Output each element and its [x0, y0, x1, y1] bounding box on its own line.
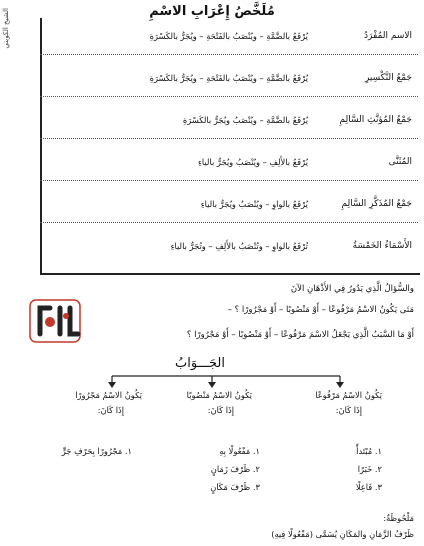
list-item: ١. مَفْعُولًا بِهِ [219, 446, 260, 456]
list-item: ٢. خَبَرًا [357, 464, 382, 474]
list-item: ١. مُبْتَدأً [356, 446, 382, 456]
noun-type: المُثَنَّى [388, 157, 412, 167]
column-sub-marfu: إِذَا كَانَ: [335, 405, 362, 415]
case-rule: يُرْفَعُ بالضَّمَّةِ – ويُنْصَبُ بالفَتْحَةِ – ويُجَرُّ بالكَسْرَةِ [149, 31, 308, 41]
noun-type: جَمْعُ التَّكْسِيرِ [364, 73, 412, 83]
note-text: ظَرْفُ الزَّمَانِ والمَكَانِ يُسَمَّى (مَفْعُولًا فِيهِ) [271, 529, 414, 539]
page-title: مُلَخَّصُ إِعْرَابِ الاسْمِ [149, 4, 275, 19]
column-sub-mansub: إِذَا كَانَ: [207, 405, 234, 415]
noun-type: جَمْعُ المُؤنَّثِ السَّالِمِ [339, 115, 412, 125]
case-rule: يُرْفَعُ بالواوِ – ويُنْصَبُ ويُجَرُّ بالياءِ [200, 199, 308, 209]
column-heading-marfu: يَكُونُ الاسْمُ مَرْفُوعًا [315, 390, 382, 400]
list-item: ٢. ظَرْفَ زَمَانٍ [210, 464, 260, 474]
case-rule: يُرْفَعُ بالضَّمَّةِ – ويُنْصَبُ ويُجَرُّ بالكَسْرَةِ [182, 115, 308, 125]
question-intro: والسُّؤالُ الَّذِي يَدُورُ فِي الأَذْهَانِ الآنَ [290, 284, 414, 294]
answer-title: الجَـــوَابُ [175, 356, 225, 371]
column-heading-mansub: يَكُونُ الاسْمُ مَنْصُوبًا [186, 390, 252, 400]
case-rule: تُرْفَعُ بالواوِ – وتُنْصَبُ بالأَلِفِ – وتُجَرُّ بالياءِ [170, 241, 308, 251]
question-line: أَوْ مَا السَّبَبُ الَّذِي يَجْعَلُ الاسْمَ مَرْفُوعًا – أَوْ مَنْصُوبًا – أَوْ مَجْرُورًا ؟ [186, 330, 414, 340]
side-credit: الشيخ الكويتي [2, 8, 10, 49]
case-rule: يُرْفَعُ بالضَّمَّةِ – ويُنْصَبُ بالفَتْحَةِ – ويُجَرُّ بالكَسْرَةِ [149, 73, 308, 83]
column-heading-majrur: يَكُونُ الاسْمُ مَجْرُورًا [75, 390, 142, 400]
noun-type: الأَسْمَاءُ الخَمْسَةُ [352, 241, 412, 251]
column-sub-majrur: إِذَا كَانَ: [97, 405, 124, 415]
list-item: ١. مَجْرُورًا بِحَرْفِ جَرٍّ [61, 446, 132, 456]
list-item: ٣. ظَرْفَ مَكَانٍ [210, 482, 260, 492]
noun-type: الاسم المُفْرَدُ [364, 31, 412, 41]
case-rule: يُرْفَعُ بالأَلِفِ – ويُنْصَبُ ويُجَرُّ بالياءِ [198, 157, 308, 167]
question-line: مَتَى يَكُونُ الاسْمُ مَرْفُوعًا – أَوْ مَنْصُوبًا – أَوْ مَجْرُورًا ؟ – [227, 305, 414, 315]
noun-type: جَمْعُ المُذَكَّرِ السَّالِمِ [341, 199, 412, 209]
note-label: مَلْحُوظَةٌ: [383, 513, 414, 523]
list-item: ٣. فَاعِلًا [355, 482, 382, 492]
